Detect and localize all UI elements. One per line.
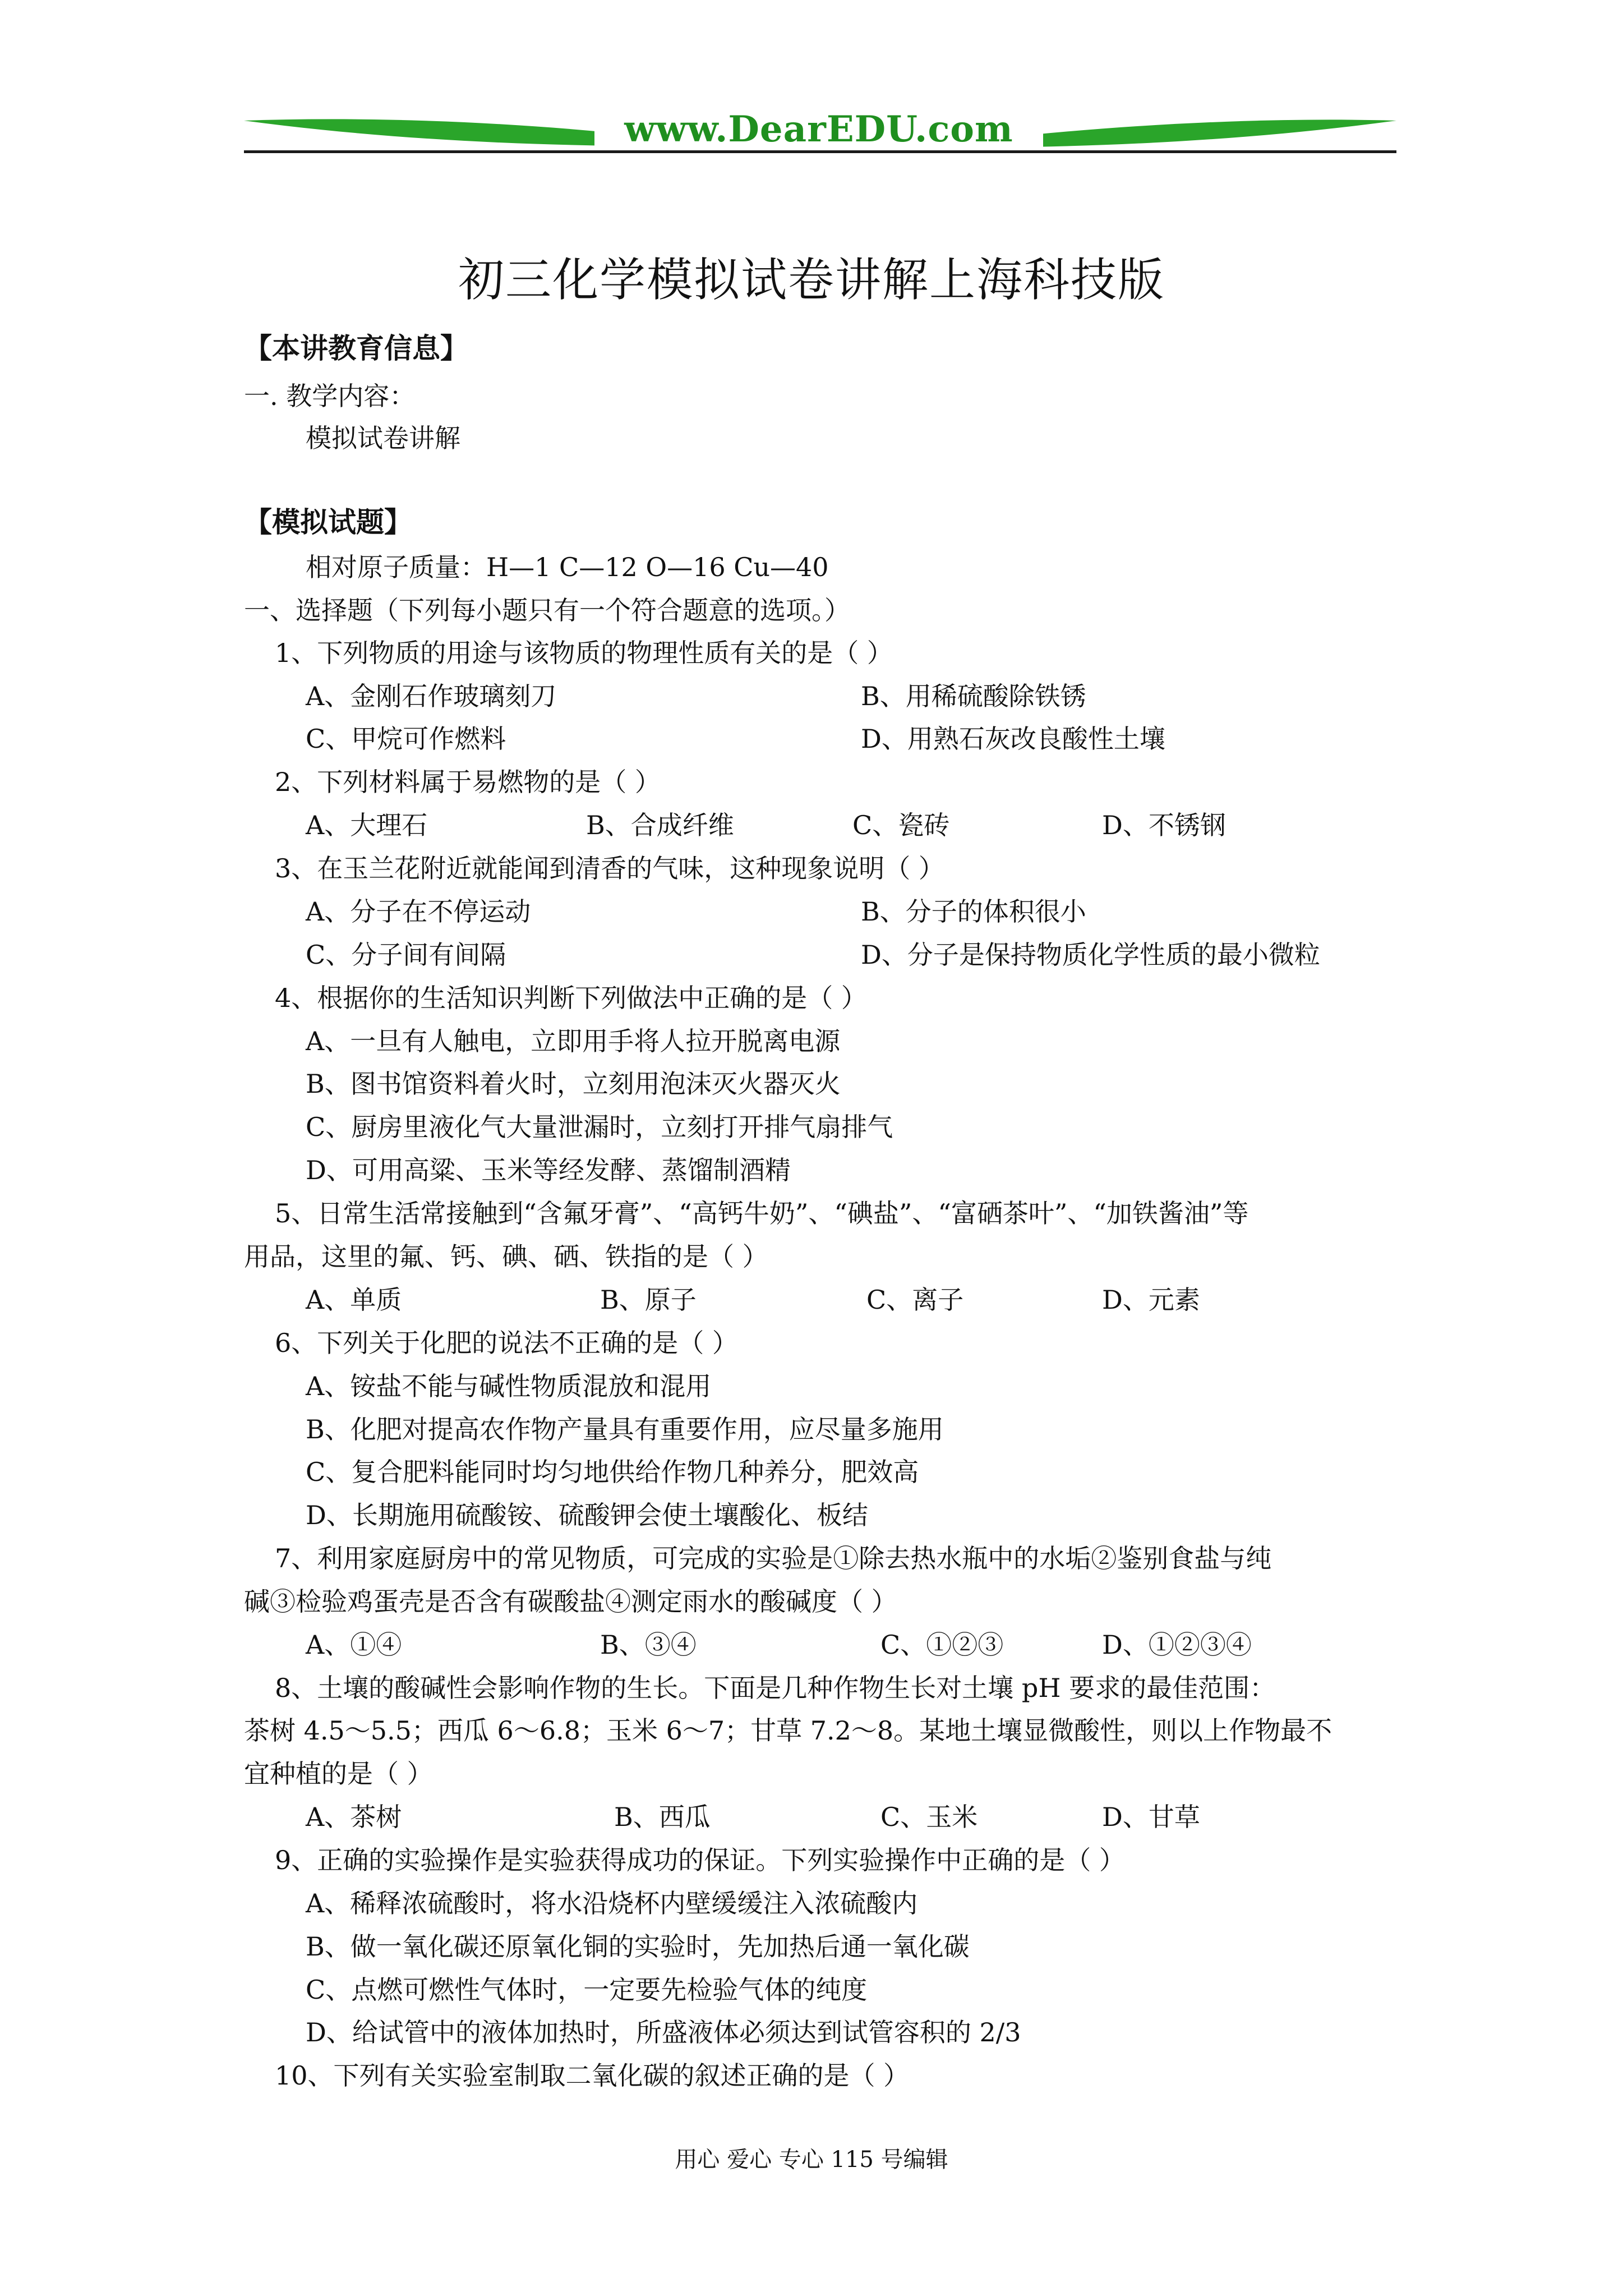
- question-7-stem-line1: 7、利用家庭厨房中的常见物质，可完成的实验是①除去热水瓶中的水垢②鉴别食盐与纯: [275, 1543, 1272, 1573]
- question-1-option-c: C、甲烷可作燃料: [306, 724, 506, 754]
- question-9-option-c: C、点燃可燃性气体时，一定要先检验气体的纯度: [306, 1975, 868, 2005]
- question-1-stem: 1、下列物质的用途与该物质的物理性质有关的是（ ）: [275, 638, 893, 668]
- question-8-option-c: C、玉米: [880, 1802, 978, 1832]
- question-3-option-d: D、分子是保持物质化学性质的最小微粒: [861, 940, 1320, 970]
- question-9-option-a: A、稀释浓硫酸时，将水沿烧杯内壁缓缓注入浓硫酸内: [306, 1888, 918, 1918]
- page-title: 初三化学模拟试卷讲解上海科技版: [458, 254, 1165, 307]
- section-heading-info: 【本讲教育信息】: [244, 332, 468, 365]
- question-8-option-a: A、茶树: [306, 1802, 402, 1832]
- question-7-option-d: D、①②③④: [1102, 1630, 1252, 1660]
- question-3-option-a: A、分子在不停运动: [306, 896, 531, 927]
- question-10-stem: 10、下列有关实验室制取二氧化碳的叙述正确的是（ ）: [275, 2060, 910, 2091]
- question-4-stem: 4、根据你的生活知识判断下列做法中正确的是（ ）: [275, 983, 867, 1013]
- question-4-option-a: A、一旦有人触电，立即用手将人拉开脱离电源: [306, 1026, 841, 1056]
- question-4-option-c: C、厨房里液化气大量泄漏时，立刻打开排气扇排气: [306, 1112, 893, 1142]
- section-heading-exam: 【模拟试题】: [244, 506, 412, 539]
- question-4-option-b: B、图书馆资料着火时，立刻用泡沫灭火器灭火: [306, 1069, 841, 1099]
- question-5-stem-line1: 5、日常生活常接触到“含氟牙膏”、“高钙牛奶”、“碘盐”、“富硒茶叶”、“加铁酱油”等: [275, 1198, 1249, 1228]
- question-9-option-d: D、给试管中的液体加热时，所盛液体必须达到试管容积的 2/3: [306, 2017, 1021, 2047]
- question-6-option-d: D、长期施用硫酸铵、硫酸钾会使土壤酸化、板结: [306, 1500, 868, 1530]
- question-1-option-a: A、金刚石作玻璃刻刀: [306, 681, 557, 711]
- site-logo: www.DearEDU.com: [594, 104, 1043, 155]
- question-9-stem: 9、正确的实验操作是实验获得成功的保证。下列实验操作中正确的是（ ）: [275, 1845, 1125, 1875]
- question-6-option-a: A、铵盐不能与碱性物质混放和混用: [306, 1371, 712, 1401]
- teaching-content-label: 一. 教学内容：: [244, 381, 416, 411]
- question-2-option-b: B、合成纤维: [586, 810, 734, 840]
- question-8-stem-line3: 宜种植的是（ ）: [244, 1759, 433, 1789]
- question-5-option-d: D、元素: [1102, 1285, 1200, 1315]
- question-5-option-b: B、原子: [600, 1285, 697, 1315]
- question-7-stem-line2: 碱③检验鸡蛋壳是否含有碳酸盐④测定雨水的酸碱度（ ）: [244, 1586, 897, 1617]
- question-6-option-c: C、复合肥料能同时均匀地供给作物几种养分，肥效高: [306, 1457, 919, 1487]
- question-5-option-c: C、离子: [866, 1285, 964, 1315]
- question-3-option-b: B、分子的体积很小: [861, 896, 1086, 927]
- header-rule: [244, 150, 1396, 153]
- question-6-stem: 6、下列关于化肥的说法不正确的是（ ）: [275, 1328, 738, 1358]
- atomic-mass-line: 相对原子质量：H—1 C—12 O—16 Cu—40: [306, 552, 829, 582]
- question-2-option-a: A、大理石: [306, 810, 428, 840]
- question-1-option-d: D、用熟石灰改良酸性土壤: [861, 724, 1165, 754]
- question-3-stem: 3、在玉兰花附近就能闻到清香的气味，这种现象说明（ ）: [275, 853, 944, 884]
- question-5-option-a: A、单质: [306, 1285, 402, 1315]
- question-3-option-c: C、分子间有间隔: [306, 940, 506, 970]
- question-8-stem-line1: 8、土壤的酸碱性会影响作物的生长。下面是几种作物生长对土壤 pH 要求的最佳范围：: [275, 1673, 1276, 1703]
- question-7-option-a: A、①④: [306, 1630, 402, 1660]
- question-2-option-c: C、瓷砖: [852, 810, 950, 840]
- question-2-option-d: D、不锈钢: [1102, 810, 1226, 840]
- page-footer: 用心 爱心 专心 115 号编辑: [675, 2147, 948, 2173]
- question-7-option-b: B、③④: [600, 1630, 697, 1660]
- question-8-option-b: B、西瓜: [614, 1802, 711, 1832]
- question-1-option-b: B、用稀硫酸除铁锈: [861, 681, 1086, 711]
- question-5-stem-line2: 用品，这里的氟、钙、碘、硒、铁指的是（ ）: [244, 1241, 768, 1272]
- question-8-stem-line2: 茶树 4.5～5.5；西瓜 6～6.8；玉米 6～7；甘草 7.2～8。某地土壤显微酸性，则以上作物最不: [244, 1715, 1332, 1746]
- question-4-option-d: D、可用高粱、玉米等经发酵、蒸馏制酒精: [306, 1155, 791, 1185]
- question-8-option-d: D、甘草: [1102, 1802, 1200, 1832]
- teaching-content-detail: 模拟试卷讲解: [306, 423, 460, 453]
- question-7-option-c: C、①②③: [880, 1630, 1004, 1660]
- question-9-option-b: B、做一氧化碳还原氧化铜的实验时，先加热后通一氧化碳: [306, 1931, 970, 1962]
- question-6-option-b: B、化肥对提高农作物产量具有重要作用，应尽量多施用: [306, 1414, 944, 1444]
- question-2-stem: 2、下列材料属于易燃物的是（ ）: [275, 767, 661, 797]
- part1-heading: 一、选择题（下列每小题只有一个符合题意的选项。）: [244, 595, 850, 625]
